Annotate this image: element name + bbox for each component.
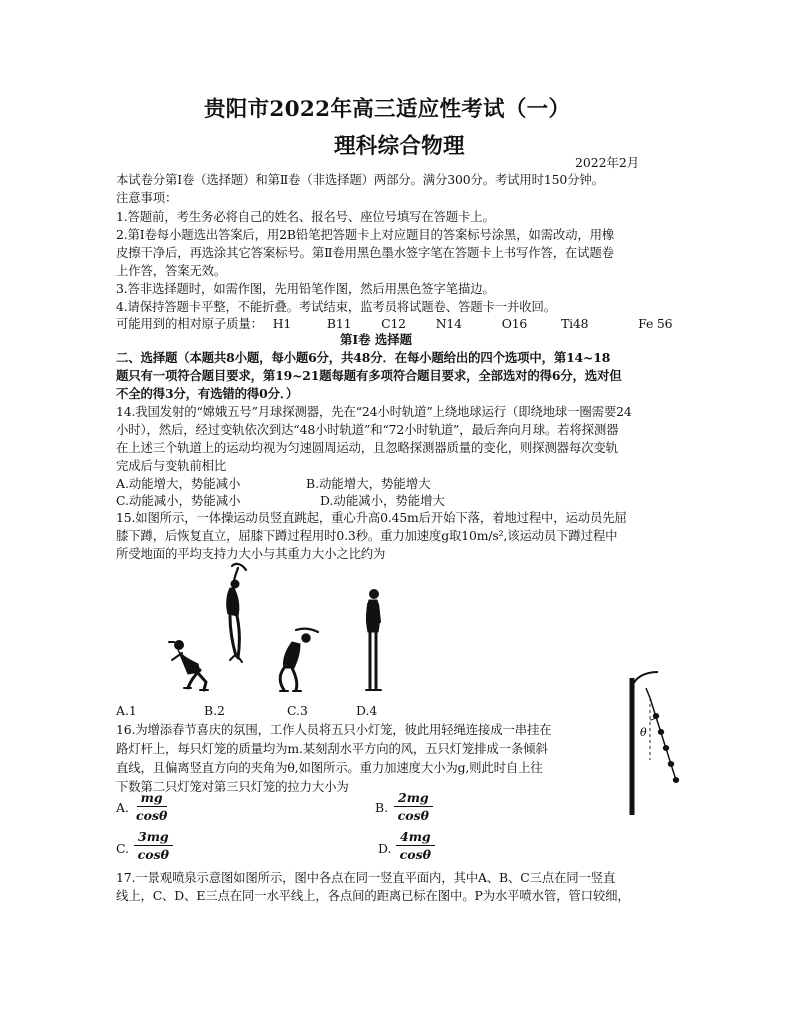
exam-subtitle: 理科综合物理 bbox=[334, 134, 465, 159]
q15-option-c: C.3 bbox=[287, 703, 308, 718]
note-item: 4.请保持答题卡平整，不能折叠。考试结束，监考员将试题卷、答题卡一并收回。 bbox=[116, 299, 556, 314]
intro-line: 本试卷分第Ⅰ卷（选择题）和第Ⅱ卷（非选择题）两部分。满分300分。考试用时150分钟。 bbox=[116, 172, 604, 187]
note-item: 1.答题前，考生务必将自己的姓名、报名号、座位号填写在答题卡上。 bbox=[116, 209, 495, 224]
q15-stem: 所受地面的平均支持力大小与其重力大小之比约为 bbox=[116, 546, 386, 561]
section-title: 第Ⅰ卷 选择题 bbox=[340, 332, 413, 347]
q16-option-a-label: A. bbox=[116, 800, 129, 815]
gymnast-jump-figure bbox=[160, 560, 400, 695]
atomic-mass: Fe 56 bbox=[638, 316, 673, 331]
q14-stem: 14.我国发射的“嫦娥五号”月球探测器，先在“24小时轨道”上绕地球运行（即绕地球一圈需要24 bbox=[116, 404, 632, 419]
fraction-denominator: cosθ bbox=[397, 808, 429, 823]
q14-option-a: A.动能增大，势能减小 bbox=[116, 476, 241, 491]
q17-stem: 线上，C、D、E三点在同一水平线上，各点间的距离已标在图中。P为水平喷水管，管口较细， bbox=[116, 888, 630, 903]
q16-stem: 下数第二只灯笼对第三只灯笼的拉力大小为 bbox=[116, 779, 349, 794]
q16-stem: 16.为增添春节喜庆的氛围，工作人员将五只小灯笼，彼此用轻绳连接成一串挂在 bbox=[116, 722, 552, 737]
atomic-mass: H1 bbox=[272, 316, 292, 331]
q15-stem: 膝下蹲，后恢复直立，屈膝下蹲过程用时0.3秒。重力加速度g取10m/s²,该运动员下蹲过程中 bbox=[116, 528, 618, 543]
section-desc: 题只有一项符合题目要求，第19~21题每题有多项符合题目要求，全部选对的得6分，选对但 bbox=[116, 368, 622, 383]
q14-stem: 完成后与变轨前相比 bbox=[116, 458, 227, 473]
section-desc: 不全的得3分，有选错的得0分．） bbox=[116, 386, 299, 401]
fraction-numerator: 4mg bbox=[396, 829, 435, 846]
note-item: 3.答非选择题时，如需作图，先用铅笔作图，然后用黑色签字笔描边。 bbox=[116, 281, 495, 296]
q15-stem: 15.如图所示，一体操运动员竖直跳起，重心升高0.45m后开始下落，着地过程中，运动员先屈 bbox=[116, 510, 627, 525]
note-item-cont: 皮擦干净后，再选涂其它答案标号。第Ⅱ卷用黑色墨水签字笔在答题卡上书写作答，在试题卷 bbox=[116, 245, 614, 260]
q16-stem: 路灯杆上，每只灯笼的质量均为m.某刻刮水平方向的风，五只灯笼排成一条倾斜 bbox=[116, 741, 548, 756]
gymnast-landing-icon bbox=[280, 629, 318, 691]
lantern-string-icon bbox=[653, 713, 679, 783]
gymnast-crouch-icon bbox=[169, 641, 208, 691]
q17-stem: 17.一景观喷泉示意图如图所示，图中各点在同一竖直平面内，其中A、B、C三点在同一竖直 bbox=[116, 870, 616, 885]
fraction-denominator: cosθ bbox=[399, 847, 431, 862]
q14-stem: 小时），然后，经过变轨依次到达“48小时轨道”和“72小时轨道”，最后奔向月球。若将探测器 bbox=[116, 422, 619, 437]
gymnast-airborne-icon bbox=[227, 564, 246, 662]
q15-option-a: A.1 bbox=[116, 703, 137, 718]
notes-heading: 注意事项： bbox=[116, 190, 178, 205]
exam-date: 2022年2月 bbox=[575, 155, 640, 170]
atomic-mass-label: 可能用到的相对原子质量： bbox=[116, 316, 263, 331]
q16-option-b-fraction bbox=[394, 790, 433, 823]
q15-option-b: B.2 bbox=[204, 703, 225, 718]
q14-option-b: B.动能增大，势能增大 bbox=[306, 476, 431, 491]
atomic-mass: O16 bbox=[501, 316, 528, 331]
q16-stem: 直线，且偏离竖直方向的夹角为θ,如图所示。重力加速度大小为g,则此时自上往 bbox=[116, 760, 543, 775]
q14-option-d: D.动能减小，势能增大 bbox=[320, 493, 445, 508]
fraction-numerator: 2mg bbox=[394, 790, 433, 807]
lantern-pole-figure bbox=[616, 668, 688, 818]
fraction-numerator: 3mg bbox=[134, 829, 173, 846]
fraction-numerator: mg bbox=[137, 790, 167, 807]
section-desc: 二、选择题（本题共8小题，每小题6分，共48分．在每小题给出的四个选项中，第14~18 bbox=[116, 350, 611, 365]
fraction-denominator: cosθ bbox=[136, 808, 168, 823]
q15-option-d: D.4 bbox=[356, 703, 378, 718]
note-item-cont: 上作答，答案无效。 bbox=[116, 263, 227, 278]
q16-option-c-label: C. bbox=[116, 841, 129, 856]
exam-title: 贵阳市2022年高三适应性考试（一） bbox=[204, 97, 571, 122]
atomic-mass: N14 bbox=[435, 316, 462, 331]
gymnast-standing-icon bbox=[366, 590, 381, 691]
q14-stem: 在上述三个轨道上的运动均视为匀速圆周运动，且忽略探测器质量的变化，则探测器每次变轨 bbox=[116, 440, 618, 455]
note-item: 2.第Ⅰ卷每小题选出答案后，用2B铅笔把答题卡上对应题目的答案标号涂黑，如需改动，用橡 bbox=[116, 227, 615, 242]
fraction-denominator: cosθ bbox=[137, 847, 169, 862]
q16-option-d-fraction bbox=[396, 829, 435, 862]
q16-option-d-label: D. bbox=[378, 841, 392, 856]
atomic-mass: C12 bbox=[381, 316, 406, 331]
q16-option-c-fraction bbox=[134, 829, 173, 862]
atomic-mass: Ti48 bbox=[560, 316, 589, 331]
q14-option-c: C.动能减小，势能减小 bbox=[116, 493, 241, 508]
q16-option-b-label: B. bbox=[375, 800, 389, 815]
theta-label: θ bbox=[640, 726, 647, 739]
atomic-mass: B11 bbox=[326, 316, 352, 331]
q16-option-a-fraction bbox=[136, 790, 167, 823]
